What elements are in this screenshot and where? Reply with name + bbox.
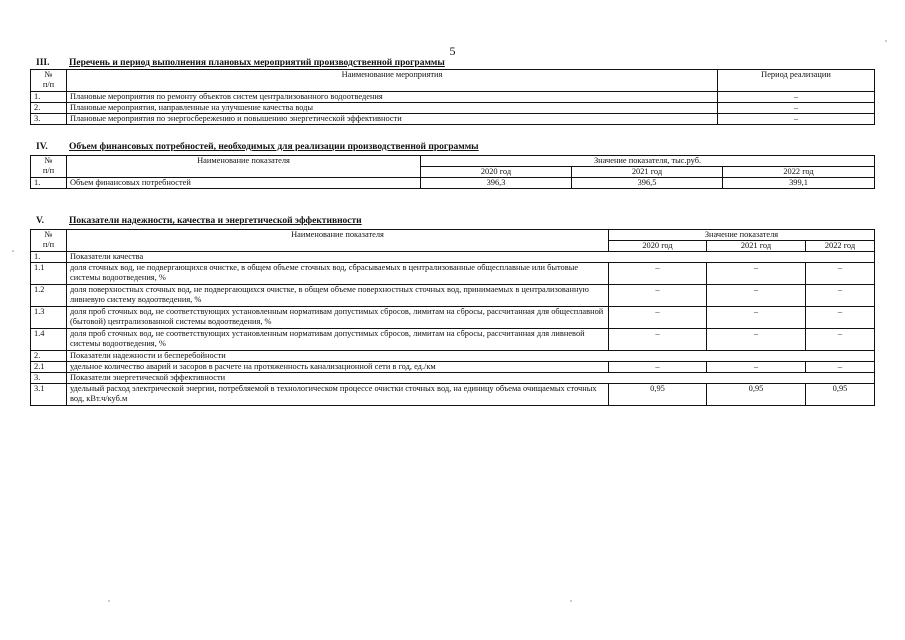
row-value-2020: 0,95 <box>609 384 707 406</box>
row-number: 1. <box>31 252 67 263</box>
table-group-row <box>31 252 875 263</box>
row-number: 2.1 <box>31 362 67 373</box>
table-row <box>31 178 875 189</box>
table-row <box>31 329 875 351</box>
row-value-2021: – <box>707 263 806 285</box>
row-name: Плановые мероприятия по энергосбережению и повышению энергетической эффективности <box>67 114 718 125</box>
row-value-2021: 396,5 <box>572 178 723 189</box>
section-3-title <box>36 58 445 68</box>
row-number: 2. <box>31 103 67 114</box>
row-number: 3. <box>31 373 67 384</box>
row-value-2020: – <box>609 362 707 373</box>
col-header-2021: 2021 год <box>572 167 723 178</box>
col-header-name: Наименование мероприятия <box>67 70 718 92</box>
row-value-2022: – <box>806 362 875 373</box>
row-name: Плановые мероприятия, направленные на улучшение качества воды <box>67 103 718 114</box>
col-header-value: Значение показателя, тыс.руб. <box>421 156 875 167</box>
row-value-2020: 396,3 <box>421 178 572 189</box>
col-header-value: Значение показателя <box>609 230 875 241</box>
group-title: Показатели надежности и бесперебойности <box>67 351 875 362</box>
col-header-2022: 2022 год <box>723 167 875 178</box>
row-name: доля поверхностных сточных вод, не подвергающихся очистке, в общем объеме поверхностных сточных вод, принимаемых в централизованную ливневую систему водоотведения, % <box>67 285 609 307</box>
row-number: 3. <box>31 114 67 125</box>
row-period: – <box>718 103 875 114</box>
col-header-name: Наименование показателя <box>67 156 421 178</box>
group-title: Показатели качества <box>67 252 875 263</box>
section-4-title <box>36 142 479 152</box>
row-value-2021: – <box>707 329 806 351</box>
col-header-no: № п/п <box>31 70 67 92</box>
row-name: доля проб сточных вод, не соответствующих установленным нормативам допустимых сбросов, лимитам на сбросы, рассчитанная для общесплавной (бытовой) централизованной системы водоотведения, % <box>67 307 609 329</box>
section-5-title-text: Показатели надежности, качества и энергетической эффективности <box>69 216 362 226</box>
row-number: 1. <box>31 178 67 189</box>
table-header-row <box>31 230 875 241</box>
row-number: 2. <box>31 351 67 362</box>
col-header-2022: 2022 год <box>806 241 875 252</box>
row-value-2022: 399,1 <box>723 178 875 189</box>
section-3-number: III. <box>36 58 50 68</box>
row-value-2020: – <box>609 285 707 307</box>
scan-speck <box>885 40 887 42</box>
row-name: Объем финансовых потребностей <box>67 178 421 189</box>
row-number: 1.4 <box>31 329 67 351</box>
section-4-title-text: Объем финансовых потребностей, необходимых для реализации производственной программы <box>69 142 479 152</box>
row-name: доля проб сточных вод, не соответствующих установленным нормативам допустимых сбросов, лимитам на сбросы, рассчитанная для ливневой системы водоотведения, % <box>67 329 609 351</box>
section-4-number: IV. <box>36 142 48 152</box>
row-number: 1.3 <box>31 307 67 329</box>
table-row <box>31 114 875 125</box>
row-value-2022: – <box>806 285 875 307</box>
table-row <box>31 362 875 373</box>
table-group-row <box>31 373 875 384</box>
scan-speck <box>108 600 110 602</box>
row-value-2022: 0,95 <box>806 384 875 406</box>
table-header-row <box>31 156 875 167</box>
row-value-2022: – <box>806 307 875 329</box>
row-name: доля сточных вод, не подвергающихся очистке, в общем объеме сточных вод, сбрасываемых в централизованные общесплавные или бытовые системы водоотведения, % <box>67 263 609 285</box>
row-value-2020: – <box>609 263 707 285</box>
row-value-2021: – <box>707 362 806 373</box>
group-title: Показатели энергетической эффективности <box>67 373 875 384</box>
table-header-row <box>31 70 875 92</box>
row-value-2021: – <box>707 285 806 307</box>
row-name: Плановые мероприятия по ремонту объектов систем централизованного водоотведения <box>67 92 718 103</box>
row-number: 1.2 <box>31 285 67 307</box>
row-value-2021: – <box>707 307 806 329</box>
table-row <box>31 384 875 406</box>
row-name: удельный расход электрической энергии, потребляемой в технологическом процессе очистки сточных вод, на единицу объема очищаемых сточных вод, кВт.ч/куб.м <box>67 384 609 406</box>
scan-speck <box>12 250 14 252</box>
section-3-title-text: Перечень и период выполнения плановых мероприятий производственной программы <box>69 58 445 68</box>
row-name: удельное количество аварий и засоров в расчете на протяженность канализационной сети в год, ед./км <box>67 362 609 373</box>
table-row <box>31 285 875 307</box>
col-header-period: Период реализации <box>718 70 875 92</box>
section-5-table <box>30 229 875 406</box>
row-value-2020: – <box>609 307 707 329</box>
col-header-no: № п/п <box>31 156 67 178</box>
row-number: 1. <box>31 92 67 103</box>
section-5-title <box>36 216 362 226</box>
row-number: 3.1 <box>31 384 67 406</box>
col-header-no: № п/п <box>31 230 67 252</box>
row-value-2022: – <box>806 263 875 285</box>
table-group-row <box>31 351 875 362</box>
section-5-number: V. <box>36 216 45 226</box>
col-header-name: Наименование показателя <box>67 230 609 252</box>
table-row <box>31 92 875 103</box>
row-number: 1.1 <box>31 263 67 285</box>
section-4-table <box>30 155 875 189</box>
row-period: – <box>718 92 875 103</box>
table-row <box>31 103 875 114</box>
table-row <box>31 263 875 285</box>
row-value-2022: – <box>806 329 875 351</box>
col-header-2020: 2020 год <box>609 241 707 252</box>
row-value-2021: 0,95 <box>707 384 806 406</box>
col-header-2020: 2020 год <box>421 167 572 178</box>
section-3-table <box>30 69 875 125</box>
scan-speck <box>570 600 572 602</box>
row-value-2020: – <box>609 329 707 351</box>
table-row <box>31 307 875 329</box>
page-number: 5 <box>449 44 456 58</box>
row-period: – <box>718 114 875 125</box>
col-header-2021: 2021 год <box>707 241 806 252</box>
